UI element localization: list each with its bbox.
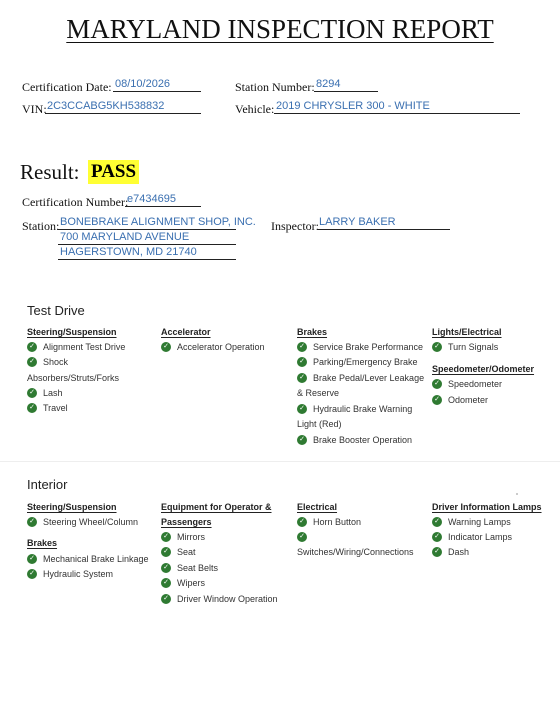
td-speedometer-item: ✓ Speedometer (432, 379, 502, 389)
check-circle-icon: ✓ (297, 404, 307, 414)
int-wipers-item: ✓ Wipers (161, 578, 205, 588)
int-driver-info-heading: Driver Information Lamps (432, 502, 542, 512)
vin-label: VIN: (22, 102, 47, 116)
inspector-value: LARRY BAKER (317, 216, 450, 230)
int-dash-item: ✓ Dash (432, 547, 469, 557)
check-circle-icon: ✓ (161, 342, 171, 352)
station-number-value: 8294 (314, 78, 378, 92)
check-circle-icon: ✓ (297, 532, 307, 542)
td-hydraulic-warning-item: ✓ Hydraulic Brake Warning (297, 404, 412, 414)
int-equipment-heading: Equipment for Operator & (161, 502, 272, 512)
check-circle-icon: ✓ (297, 435, 307, 445)
report-title: MARYLAND INSPECTION REPORT (66, 14, 494, 44)
td-brake-pedal-item: ✓ Brake Pedal/Lever Leakage (297, 373, 424, 383)
certification-number-label: Certification Number: (22, 195, 129, 209)
check-circle-icon: ✓ (161, 594, 171, 604)
check-circle-icon: ✓ (432, 395, 442, 405)
check-circle-icon: ✓ (27, 517, 37, 527)
int-seat-item: ✓ Seat (161, 547, 196, 557)
int-horn-item: ✓ Horn Button (297, 517, 361, 527)
station-address-line2: 700 MARYLAND AVENUE (58, 231, 236, 245)
speck-mark (516, 493, 518, 495)
int-mirrors-item: ✓ Mirrors (161, 532, 205, 542)
result-label: Result: (20, 160, 80, 184)
int-warning-lamps-item: ✓ Warning Lamps (432, 517, 511, 527)
int-electrical-heading: Electrical (297, 502, 338, 512)
int-steering-wheel-item: ✓ Steering Wheel/Column (27, 517, 138, 527)
td-service-brake-item: ✓ Service Brake Performance (297, 342, 423, 352)
int-hydraulic-system-item: ✓ Hydraulic System (27, 569, 113, 579)
station-address-line3: HAGERSTOWN, MD 21740 (58, 246, 236, 260)
td-accelerator-item: ✓ Accelerator Operation (161, 342, 265, 352)
check-circle-icon: ✓ (161, 532, 171, 542)
check-circle-icon: ✓ (161, 547, 171, 557)
int-seat-belts-item: ✓ Seat Belts (161, 563, 218, 573)
td-parking-brake-item: ✓ Parking/Emergency Brake (297, 357, 418, 367)
td-odometer-item: ✓ Odometer (432, 395, 488, 405)
td-brakes-heading: Brakes (297, 327, 328, 337)
td-shock-item-cont: Absorbers/Struts/Forks (27, 373, 120, 383)
vehicle-label: Vehicle: (235, 102, 275, 116)
td-shock-item: ✓ Shock (27, 357, 68, 367)
td-lights-heading: Lights/Electrical (432, 327, 502, 337)
check-circle-icon: ✓ (297, 517, 307, 527)
check-circle-icon: ✓ (297, 373, 307, 383)
section-divider (0, 461, 560, 462)
td-steering-heading: Steering/Suspension (27, 327, 117, 337)
check-circle-icon: ✓ (27, 569, 37, 579)
int-indicator-lamps-item: ✓ Indicator Lamps (432, 532, 512, 542)
check-circle-icon: ✓ (432, 379, 442, 389)
test-drive-heading: Test Drive (27, 303, 85, 318)
td-hydraulic-warning-item-cont: Light (Red) (297, 419, 342, 429)
check-circle-icon: ✓ (432, 342, 442, 352)
td-brake-pedal-item-cont: & Reserve (297, 388, 340, 398)
check-circle-icon: ✓ (297, 342, 307, 352)
td-speedo-heading: Speedometer/Odometer (432, 364, 535, 374)
certification-date-label: Certification Date: (22, 80, 112, 94)
vehicle-value: 2019 CHRYSLER 300 - WHITE (274, 100, 520, 114)
result-status-badge: PASS (88, 160, 139, 184)
check-circle-icon: ✓ (432, 517, 442, 527)
inspector-label: Inspector: (271, 219, 319, 233)
int-equipment-heading-cont: Passengers (161, 517, 212, 527)
td-turn-signals-item: ✓ Turn Signals (432, 342, 498, 352)
int-switches-check (297, 532, 313, 542)
station-number-label: Station Number: (235, 80, 315, 94)
check-circle-icon: ✓ (27, 554, 37, 564)
td-accelerator-heading: Accelerator (161, 327, 211, 337)
int-switches-item: Switches/Wiring/Connections (297, 547, 414, 557)
check-circle-icon: ✓ (432, 532, 442, 542)
td-travel-item: ✓ Travel (27, 403, 68, 413)
station-label: Station: (22, 219, 60, 233)
check-circle-icon: ✓ (27, 388, 37, 398)
certification-number-value: e7434695 (125, 193, 201, 207)
check-circle-icon: ✓ (27, 357, 37, 367)
int-driver-window-item: ✓ Driver Window Operation (161, 594, 278, 604)
td-lash-item: ✓ Lash (27, 388, 63, 398)
station-address-line1: BONEBRAKE ALIGNMENT SHOP, INC. (60, 216, 256, 228)
int-steering-heading: Steering/Suspension (27, 502, 117, 512)
check-circle-icon: ✓ (27, 342, 37, 352)
check-circle-icon: ✓ (161, 578, 171, 588)
check-circle-icon: ✓ (27, 403, 37, 413)
int-mechanical-brake-item: ✓ Mechanical Brake Linkage (27, 554, 149, 564)
td-booster-item: ✓ Brake Booster Operation (297, 435, 412, 445)
int-brakes-heading: Brakes (27, 538, 58, 548)
certification-date-value: 08/10/2026 (113, 78, 201, 92)
check-circle-icon: ✓ (432, 547, 442, 557)
interior-heading: Interior (27, 477, 68, 492)
check-circle-icon: ✓ (161, 563, 171, 573)
td-alignment-item: ✓ Alignment Test Drive (27, 342, 125, 352)
check-circle-icon: ✓ (297, 357, 307, 367)
vin-value: 2C3CCABG5KH538832 (45, 100, 201, 114)
